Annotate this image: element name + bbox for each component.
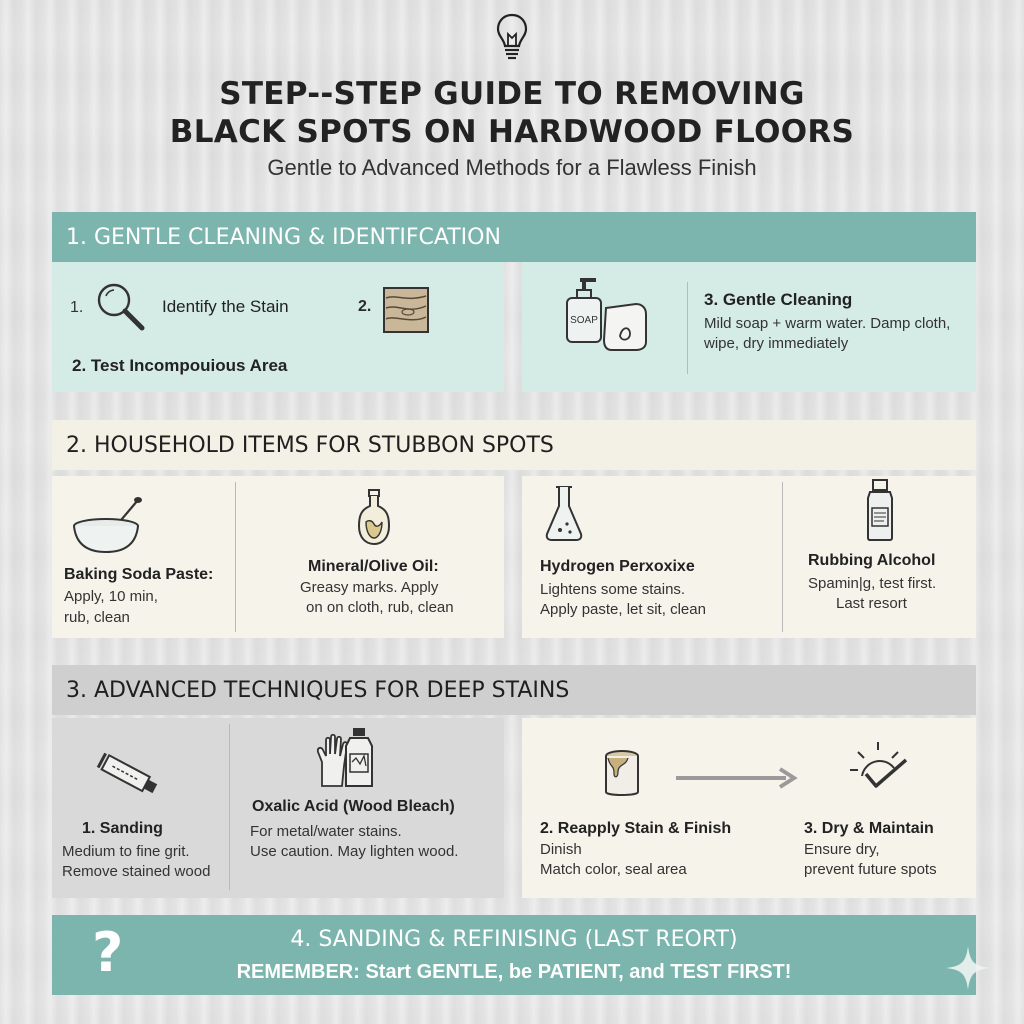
alcohol-bottle-icon <box>864 478 896 542</box>
magnifier-icon <box>92 278 148 334</box>
section2-panel-left <box>52 476 504 638</box>
baking-soda-line1: Apply, 10 min, <box>64 588 158 605</box>
footer-line2: REMEMBER: Start GENTLE, be PATIENT, and TEST FIRST! <box>236 961 792 983</box>
section1-panel-right <box>522 262 976 392</box>
oxalic-acid-title: Oxalic Acid (Wood Bleach) <box>252 798 455 815</box>
step2-number: 2. <box>358 298 372 315</box>
section2-heading: 2. HOUSEHOLD ITEMS FOR STUBBON SPOTS <box>52 420 976 470</box>
mineral-oil-line1: Greasy marks. Apply <box>300 579 439 596</box>
baking-soda-title: Baking Soda Paste: <box>64 566 214 583</box>
mineral-oil-line2: on on cloth, rub, clean <box>306 599 454 616</box>
step3-text-line2: wipe, dry immediately <box>704 335 849 352</box>
sanding-line1: Medium to fine grit. <box>62 843 190 860</box>
page-title-line2: BLACK SPOTS ON HARDWOOD FLOORS <box>169 114 855 150</box>
step3-text-line1: Mild soap + warm water. Damp cloth, <box>704 315 951 332</box>
dry-maintain-line1: Ensure dry, <box>804 841 880 858</box>
step1-number: 1. <box>70 299 84 316</box>
step1-label: Identify the Stain <box>162 297 289 316</box>
sparkle-icon <box>944 944 992 992</box>
wood-sample-icon <box>382 286 430 334</box>
section3-panel-left <box>52 718 504 898</box>
section2-panel-right <box>522 476 976 638</box>
rubbing-alcohol-title: Rubbing Alcohol <box>808 552 936 569</box>
oxalic-acid-line2: Use caution. May lighten wood. <box>250 843 459 860</box>
flask-icon <box>544 484 584 542</box>
rubbing-alcohol-line1: Spamin|g, test first. <box>808 575 937 592</box>
section1-panel-left <box>52 262 504 392</box>
step2-label: 2. Test Incompouious Area <box>72 356 288 375</box>
oxalic-acid-line1: For metal/water stains. <box>250 823 402 840</box>
question-mark: ? <box>92 921 124 984</box>
hydrogen-peroxide-line2: Apply paste, let sit, clean <box>540 601 706 618</box>
hydrogen-peroxide-line1: Lightens some stains. <box>540 581 686 598</box>
check-sun-icon <box>848 738 910 794</box>
lightbulb-icon <box>495 12 529 64</box>
sponge-icon <box>600 300 650 352</box>
arrow-right-icon <box>674 766 798 790</box>
tube-icon <box>96 746 166 806</box>
bowl-icon <box>70 496 144 556</box>
oil-bottle-icon <box>356 488 392 546</box>
footer-line1: 4. SANDING & REFINISING (LAST REORT) <box>290 927 738 952</box>
section3-heading: 3. ADVANCED TECHNIQUES FOR DEEP STAINS <box>52 665 976 715</box>
section1-heading: 1. GENTLE CLEANING & IDENTIFCATION <box>52 212 976 262</box>
step3-title: 3. Gentle Cleaning <box>704 290 853 309</box>
rubbing-alcohol-line2: Last resort <box>836 595 907 612</box>
dry-maintain-title: 3. Dry & Maintain <box>804 820 934 837</box>
footer-banner <box>52 915 976 995</box>
hydrogen-peroxide-title: Hydrogen Perxoxixe <box>540 558 695 575</box>
page-title-line1: STEP--STEP GUIDE TO REMOVING <box>219 76 805 112</box>
sanding-line2: Remove stained wood <box>62 863 211 880</box>
reapply-title: 2. Reapply Stain & Finish <box>540 820 732 837</box>
reapply-line1: Dinish <box>540 841 582 858</box>
reapply-line2: Match color, seal area <box>540 861 687 878</box>
dry-maintain-line2: prevent future spots <box>804 861 937 878</box>
page-subtitle: Gentle to Advanced Methods for a Flawless Finish <box>267 155 757 180</box>
baking-soda-line2: rub, clean <box>64 609 130 626</box>
bleach-bottle-icon <box>342 726 376 790</box>
section3-panel-right <box>522 718 976 898</box>
sanding-title: 1. Sanding <box>82 820 163 837</box>
paint-can-icon <box>602 748 642 800</box>
mineral-oil-title: Mineral/Olive Oil: <box>308 558 439 575</box>
soap-label: SOAP <box>570 315 598 326</box>
